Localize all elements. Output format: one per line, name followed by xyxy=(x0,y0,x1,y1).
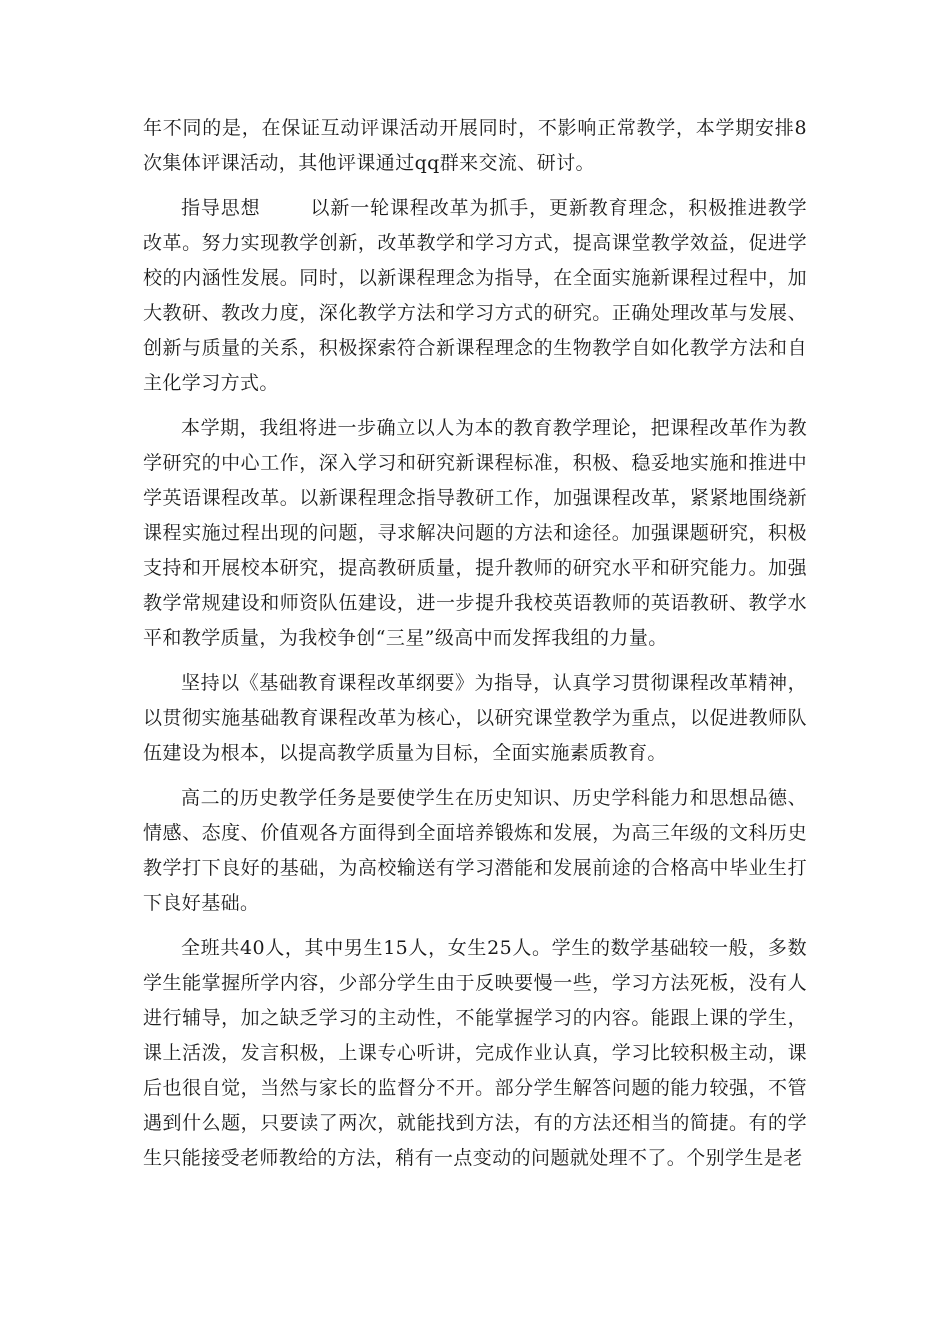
paragraph-text: 本学期，我组将进一步确立以人为本的教育教学理论，把课程改革作为教学研究的中心工作，深入学习和研究新课程标准，积极、稳妥地实施和推进中学英语课程改革。以新课程理念指导教研工作，加强课程改革，紧紧地围绕新课程实施过程出现的问题，寻求解决问题的方法和途径。加强课题研究，积极支持和开展校本研究，提高教研质量，提升教师的研究水平和研究能力。加强教学常规建设和师资队伍建设，进一步提升我校英语教师的英语教研、教学水平和教学质量，为我校争创“三星”级高中而发挥我组的力量。 xyxy=(143,417,807,649)
paragraph-text: 坚持以《基础教育课程改革纲要》为指导，认真学习贯彻课程改革精神，以贯彻实施基础教育课程改革为核心，以研究课堂教学为重点，以促进教师队伍建设为根本，以提高教学质量为目标，全面实施素质教育。 xyxy=(143,672,807,764)
section-label: 指导思想 xyxy=(181,197,261,219)
paragraph-4 xyxy=(143,666,807,771)
paragraph-text: 以新一轮课程改革为抓手，更新教育理念，积极推进教学改革。努力实现教学创新，改革教学和学习方式，提高课堂教学效益，促进学校的内涵性发展。同时，以新课程理念为指导，在全面实施新课程过程中，加大教研、教改力度，深化教学方法和学习方式的研究。正确处理改革与发展、创新与质量的关系，积极探索符合新课程理念的生物教学自如化教学方法和自主化学习方式。 xyxy=(143,197,807,394)
paragraph-text: 高二的历史教学任务是要使学生在历史知识、历史学科能力和思想品德、情感、态度、价值观各方面得到全面培养锻炼和发展，为高三年级的文科历史教学打下良好的基础，为高校输送有学习潜能和发展前途的合格高中毕业生打下良好基础。 xyxy=(143,787,807,914)
paragraph-2 xyxy=(143,191,807,401)
paragraph-text: 年不同的是，在保证互动评课活动开展同时，不影响正常教学，本学期安排8次集体评课活动，其他评课通过qq群来交流、研讨。 xyxy=(143,117,807,174)
paragraph-5 xyxy=(143,781,807,921)
paragraph-6 xyxy=(143,931,807,1176)
paragraph-1 xyxy=(143,111,807,181)
paragraph-text: 全班共40人，其中男生15人，女生25人。学生的数学基础较一般，多数学生能掌握所学内容，少部分学生由于反映要慢一些，学习方法死板，没有人进行辅导，加之缺乏学习的主动性，不能掌握学习的内容。能跟上课的学生，课上活泼，发言积极，上课专心听讲，完成作业认真，学习比较积极主动，课后也很自觉，当然与家长的监督分不开。部分学生解答问题的能力较强，不管遇到什么题，只要读了两次，就能找到方法，有的方法还相当的简捷。有的学生只能接受老师教给的方法，稍有一点变动的问题就处理不了。个别学生是老 xyxy=(143,937,807,1169)
document-body xyxy=(143,111,807,1186)
paragraph-3 xyxy=(143,411,807,656)
